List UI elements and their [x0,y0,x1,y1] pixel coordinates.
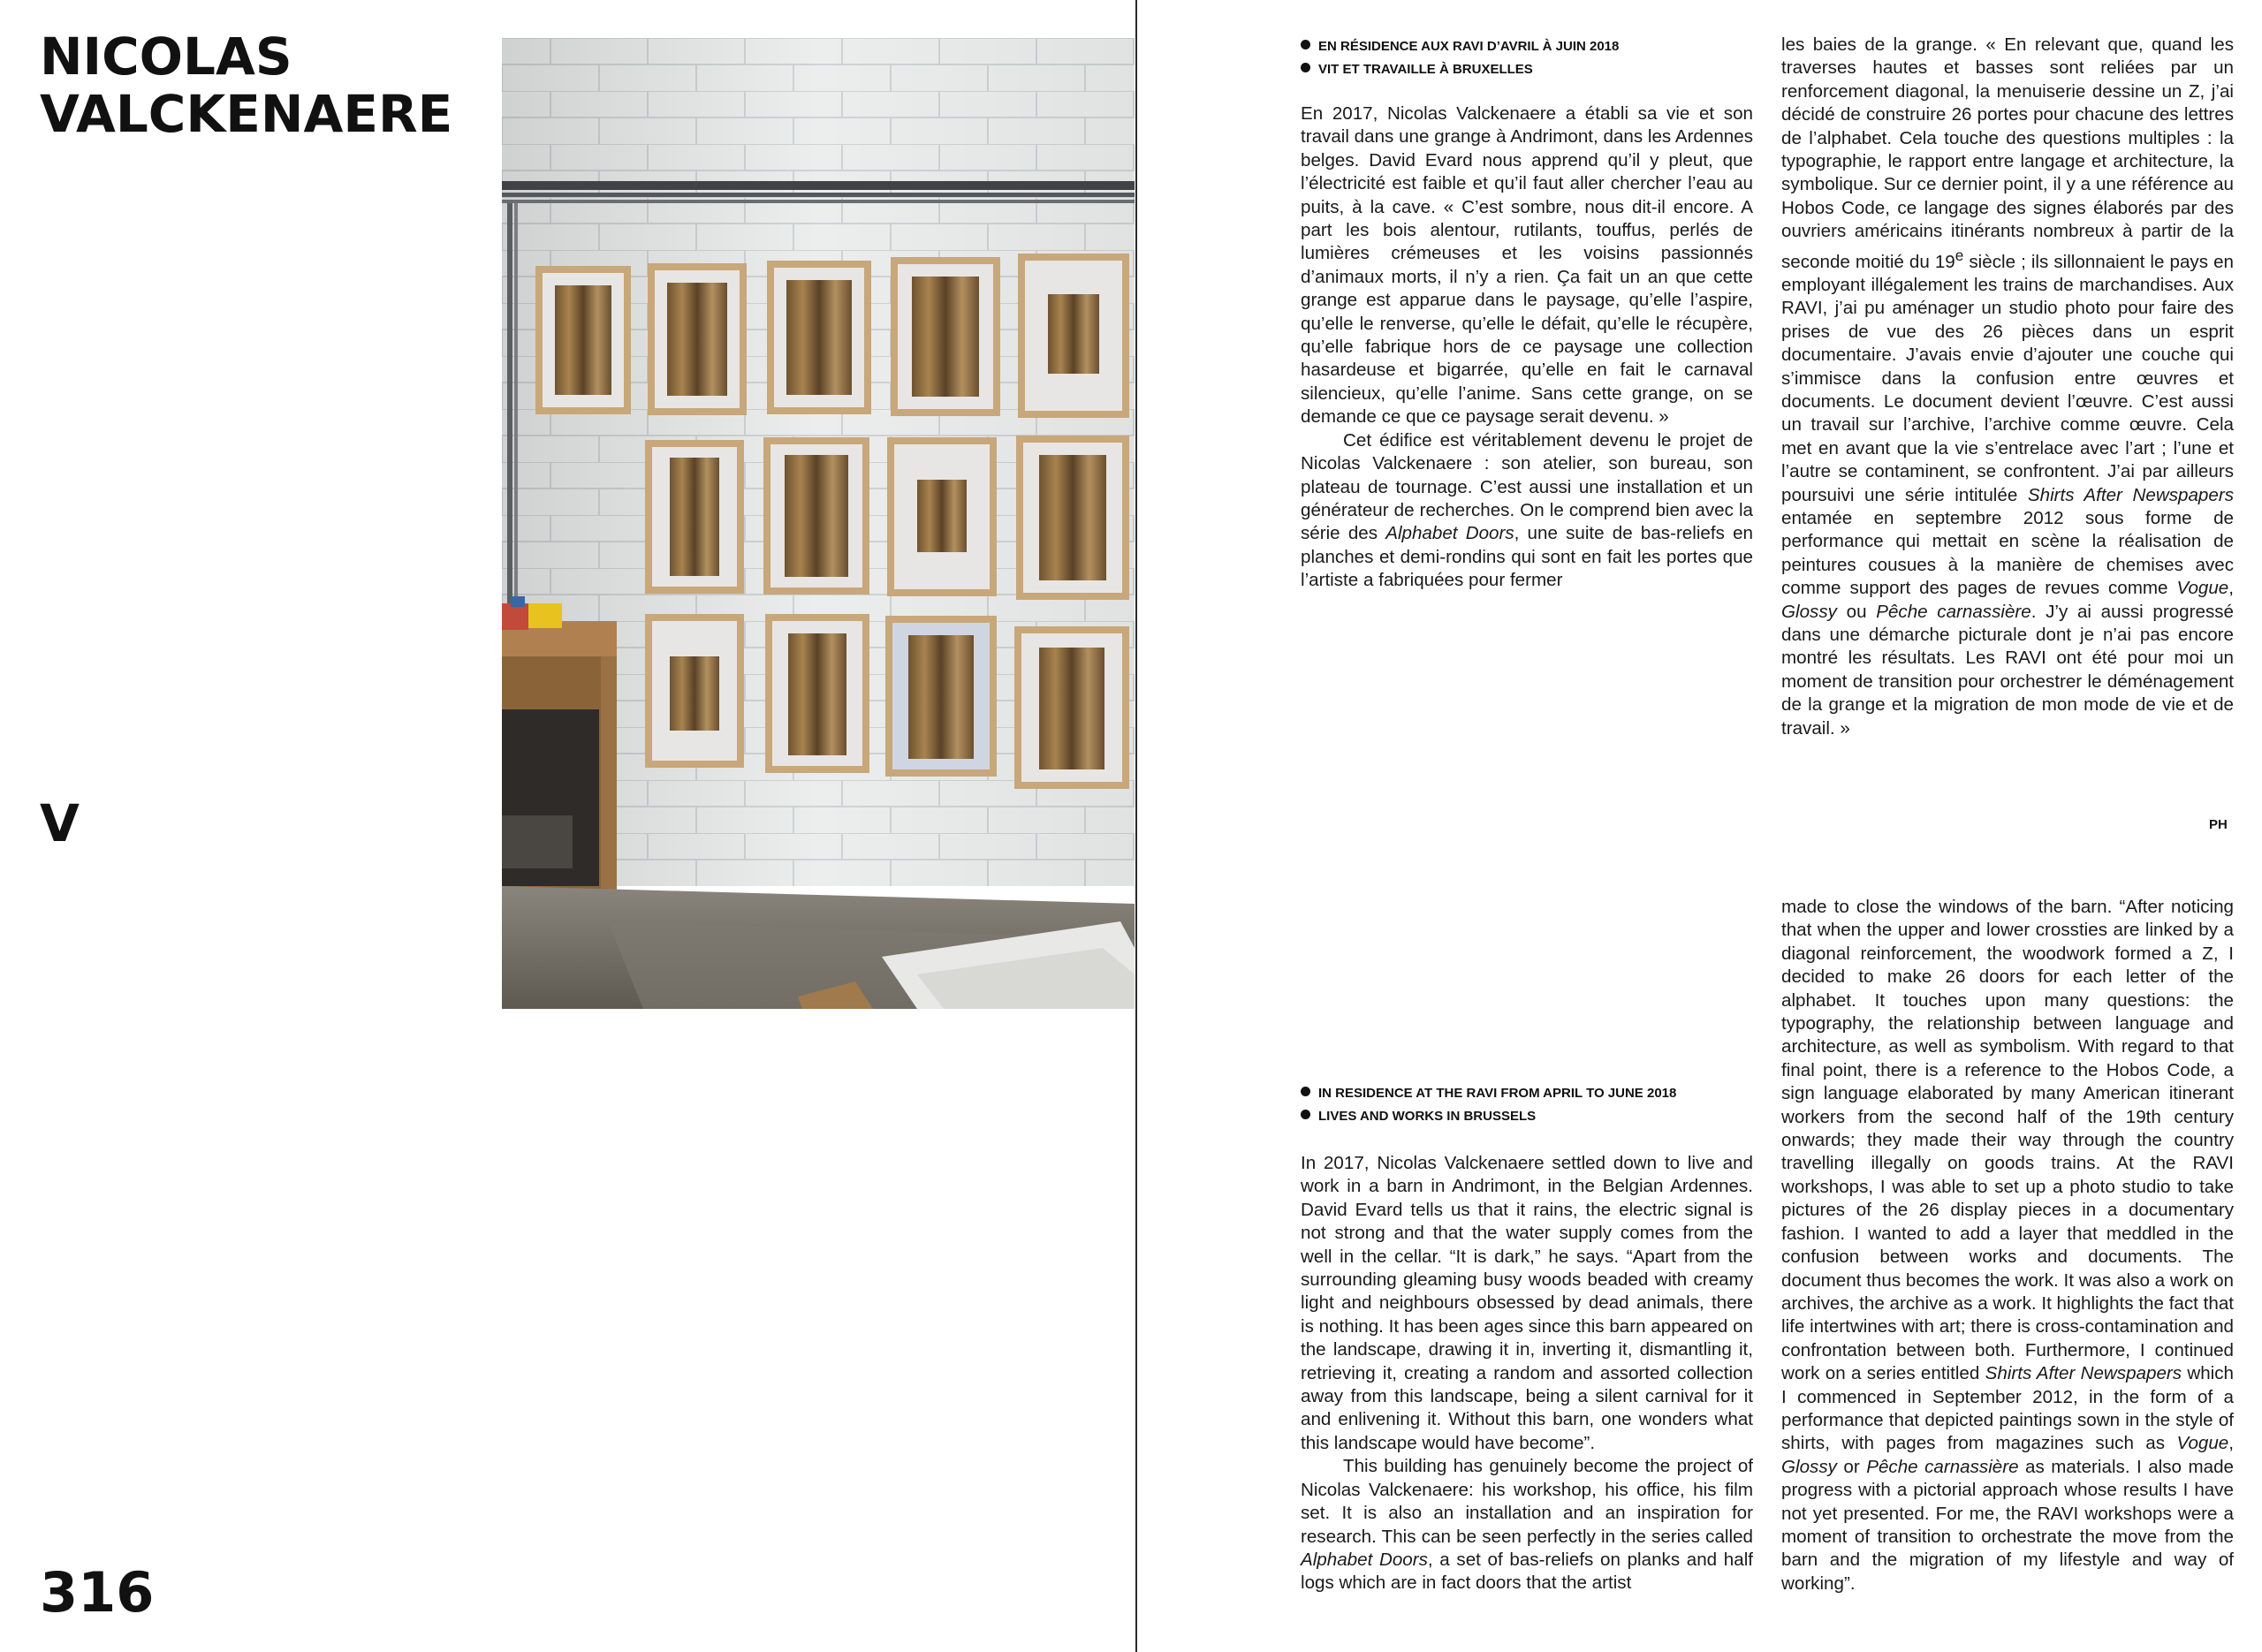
french-column-2 [1781,34,2234,740]
english-paragraph-1: In 2017, Nicolas Valckenaere settled down to live and work in a barn in Andrimont, in the Belgian Ardennes. David Evard tells us that it rains, the electric signal is not strong and that the water supply comes from the well in the cellar. “It is dark,” he says. “Apart from the surrounding gleaming busy woods beaded with creamy light and neighbours obsessed by dead animals, there is nothing. It has been ages since this barn appeared on the landscape, drawing it in, inverting it, dismantling it, retrieving it, creating a random and assorted collection away from this landscape, being a silent carnival for it and enlivening it. Without this barn, one wonders what this landscape would have become”. [1301,1153,1753,1453]
bullet-icon [1301,1087,1310,1096]
spine-divider [1135,0,1137,1652]
lives-works-en: LIVES AND WORKS IN BRUSSELS [1318,1109,1537,1124]
french-residence-info [1301,35,1778,81]
bullet-icon [1301,1110,1310,1119]
french-paragraph-2: Cet édifice est véritablement devenu le projet de Nicolas Valckenaere : son atelier, son bureau, son plateau de tournage. C’est aussi une installation et un générateur de recherches. On le comprend bien avec la série des Alphabet Doors, une suite de bas-reliefs en planches et demi-rondins qui sont en fait les portes que l’artiste a fabriquées pour fermer [1301,429,1753,591]
artist-first-name: NICOLAS [40,27,292,87]
bullet-icon [1301,40,1310,49]
english-column-1 [1301,1152,1753,1595]
work-title: Alphabet Doors [1385,523,1514,544]
french-paragraph-1: En 2017, Nicolas Valckenaere a établi sa vie et son travail dans une grange à Andrimont, dans les Ardennes belges. David Evard nous apprend qu’il y pleut, que l’électricité est faible et qu’il faut aller chercher l’eau au puits, à la cave. « C’est sombre, nous dit-il encore. A part les bois alentour, rutilants, touffus, perlés de lumières crémeuses et les voisins passionnés d’animaux morts, il n’y a rien. Ça fait un an que cette grange est apparue dans le paysage, qu’elle l’aspire, qu’elle le renverse, qu’elle le défait, qu’elle le récupère, qu’elle fabrique hors de ce paysage une collection hasardeuse et bigarrée, qu’elle en fait le carnaval silencieux, qu’elle l’anime. Sans cette grange, on se demande ce que ce paysage serait devenu. » [1301,103,1753,428]
artist-name [40,28,452,143]
work-title: Alphabet Doors [1301,1549,1428,1570]
english-column-2 [1781,896,2234,1595]
english-paragraph-2: This building has genuinely become the project of Nicolas Valckenaere: his workshop, his office, his film set. It is also an installation and an inspiration for research. This can be seen perfectly in the series called Alphabet Doors, a set of bas-reliefs on planks and half logs which are in fact doors that the artist [1301,1456,1753,1594]
english-residence-info [1301,1082,1778,1128]
section-letter: V [40,793,80,853]
artist-last-name: VALCKENAERE [40,84,453,144]
page-number: 316 [40,1560,155,1625]
bullet-icon [1301,63,1310,72]
french-paragraph-3: les baies de la grange. « En relevant que, quand les traverses hautes et basses sont reliées par un renforcement diagonal, la menuiserie dessine un Z, j’ai décidé de construire 26 portes pour chacune des lettres de l’alphabet. Cela touche des questions multiples : la typographie, le rapport entre langage et architecture, la symbolique. Sur ce dernier point, il y a une référence au Hobos Code, ce langage des signes élaborés par des ouvriers américains itinérants nombreux à partir de la seconde moitié du 19e siècle ; ils sillonnaient le pays en employant illégalement les trains de marchandises. Aux RAVI, j’ai pu aménager un studio photo pour faire des prises de vue des 26 pièces dans un esprit documentaire. J’avais envie d’ajouter une couche qui s’immisce dans la confusion entre œuvres et documents. Le document devient l’œuvre. C’est aussi un travail sur l’archive, l’archive comme œuvre. Cela met en avant que la vie s’entrelace avec l’art ; l’une et l’autre se contaminent, se confrontent. J’ai par ailleurs poursuivi une série intitulée Shirts After Newspapers entamée en septembre 2012 sous forme de performance qui mettait en scène la réalisation de peintures cousues à la manière de chemises avec comme support des pages de revues comme Vogue, Glossy ou Pêche carnassière. J’y ai aussi progressé dans une démarche picturale dont je n’ai pas encore montré les résultats. Les RAVI ont été pour moi un moment de transition pour orchestrer le déménagement de la grange et la migration de mon mode de vie et de travail. » [1781,34,2234,739]
photo-credit: PH [2209,817,2228,832]
work-title: Shirts After Newspapers [2027,484,2234,505]
lives-works-fr: VIT ET TRAVAILLE À BRUXELLES [1318,62,1533,77]
english-paragraph-3: made to close the windows of the barn. “After noticing that when the upper and lower crossties are linked by a diagonal reinforcement, the woodwork formed a Z, I decided to make 26 doors for each letter of the alphabet. It touches upon many questions: the typography, the relationship between language and architecture, as well as symbolism. With regard to that final point, there is a reference to the Hobos Code, a sign language elaborated by many American itinerant workers from the second half of the 19th century onwards; they made their way through the country travelling illegally on goods trains. At the RAVI workshops, I was able to set up a photo studio to take pictures of the 26 display pieces in a documentary fashion. I wanted to add a layer that meddled in the confusion between works and documents. The document thus becomes the work. It was also a work on archives, the archive as a work. It highlights the fact that life intertwines with art; there is cross-contamination and confrontation between both. Furthermore, I continued work on a series entitled Shirts After Newspapers which I commenced in September 2012, in the form of a performance that depicted paintings sown in the style of shirts, with pages from magazines such as Vogue, Glossy or Pêche carnassière as materials. I also made progress with a pictorial approach whose results I have not yet presented. For me, the RAVI workshops were a moment of transition to orchestrate the move from the barn and the migration of my lifestyle and way of working”. [1781,897,2235,1594]
residence-dates-en: IN RESIDENCE AT THE RAVI FROM APRIL TO JUNE 2018 [1318,1086,1677,1101]
french-column-1 [1301,102,1753,593]
residence-dates-fr: EN RÉSIDENCE AUX RAVI D’AVRIL À JUIN 2018 [1318,39,1620,54]
studio-photo [502,38,1135,1009]
work-title: Shirts After Newspapers [1985,1363,2182,1384]
